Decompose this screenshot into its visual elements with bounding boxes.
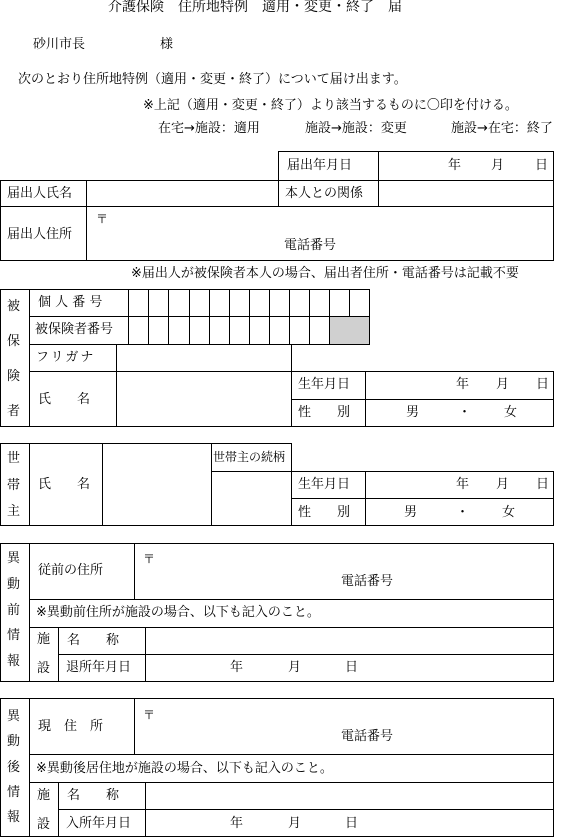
household-birth-year: 年 — [456, 477, 470, 492]
furigana-label: フリガナ — [36, 350, 96, 365]
note-change: 施設→施設：変更 — [305, 121, 407, 136]
relationship-label: 本人との関係 — [285, 186, 364, 201]
household-vertical-label: 世 帯 主 — [7, 451, 21, 519]
applicant-note: ※届出人が被保険者本人の場合、届出者住所・電話番号は記載不要 — [131, 266, 519, 281]
filing-date-label: 届出年月日 — [287, 158, 353, 173]
current-address-label: 現 住 所 — [38, 719, 104, 734]
insured-sex-male: 男 — [406, 405, 420, 420]
enter-day: 日 — [345, 816, 359, 831]
filing-month-label: 月 — [491, 158, 505, 173]
household-sex-male: 男 — [404, 505, 418, 520]
household-sex-label: 性 別 — [298, 505, 351, 520]
leave-year: 年 — [230, 660, 244, 675]
leave-date-label: 退所年月日 — [66, 660, 132, 675]
insured-number-label: 被保険者番号 — [35, 322, 114, 337]
insured-sex-dot: ・ — [458, 405, 472, 420]
household-name-label: 氏 名 — [38, 477, 91, 492]
insured-vertical-label: 被 保 険 者 — [7, 299, 21, 419]
prev-address-label: 従前の住所 — [38, 563, 104, 578]
enter-year: 年 — [230, 816, 244, 831]
insured-sex-label: 性 別 — [298, 405, 351, 420]
prev-phone-label: 電話番号 — [341, 574, 394, 589]
intro-text: 次のとおり住所地特例（適用・変更・終了）について届け出ます。 — [18, 72, 407, 87]
leave-day: 日 — [345, 660, 359, 675]
household-sex-dot: ・ — [456, 505, 470, 520]
form-title: 介護保険 住所地特例 適用・変更・終了 届 — [108, 0, 402, 15]
household-relation-label: 世帯主の続柄 — [213, 450, 286, 464]
after-facility-vertical: 施 設 — [37, 788, 51, 832]
personal-number-label: 個 人 番 号 — [38, 295, 103, 310]
before-facility-name-label: 名 称 — [67, 633, 120, 648]
before-vertical-label: 異 動 前 情 報 — [7, 551, 21, 669]
leave-month: 月 — [288, 660, 302, 675]
insured-birth-day: 日 — [536, 377, 550, 392]
current-postal-mark: 〒 — [143, 708, 156, 722]
after-facility-name-label: 名 称 — [67, 788, 120, 803]
insured-birth-month: 月 — [496, 377, 510, 392]
insured-birthdate-label: 生年月日 — [298, 377, 351, 392]
insured-sex-female: 女 — [504, 405, 518, 420]
enter-month: 月 — [288, 816, 302, 831]
household-birth-month: 月 — [496, 477, 510, 492]
note-circle: ※上記（適用・変更・終了）より該当するものに〇印を付ける。 — [143, 98, 518, 113]
household-birthdate-label: 生年月日 — [298, 477, 351, 492]
applicant-name-label: 届出人氏名 — [7, 186, 73, 201]
addressee-honorific: 様 — [160, 37, 174, 52]
before-facility-note: ※異動前住所が施設の場合、以下も記入のこと。 — [36, 605, 320, 620]
current-phone-label: 電話番号 — [341, 729, 394, 744]
addressee-name: 砂川市長 — [33, 37, 86, 52]
after-facility-note: ※異動後居住地が施設の場合、以下も記入のこと。 — [36, 761, 333, 776]
insured-name-label: 氏 名 — [38, 392, 91, 407]
household-sex-female: 女 — [502, 505, 516, 520]
filing-day-label: 日 — [535, 158, 549, 173]
household-birth-day: 日 — [536, 477, 550, 492]
note-end: 施設→在宅：終了 — [451, 121, 553, 136]
after-vertical-label: 異 動 後 情 報 — [7, 709, 21, 825]
note-apply: 在宅→施設：適用 — [158, 121, 260, 136]
prev-postal-mark: 〒 — [143, 552, 156, 566]
before-facility-vertical: 施 設 — [37, 632, 51, 676]
applicant-address-label: 届出人住所 — [7, 227, 73, 242]
enter-date-label: 入所年月日 — [66, 816, 132, 831]
applicant-phone-label: 電話番号 — [284, 238, 337, 253]
applicant-postal-mark: 〒 — [96, 212, 109, 226]
filing-year-label: 年 — [448, 158, 462, 173]
insured-birth-year: 年 — [456, 377, 470, 392]
unused-digit-cells — [330, 317, 369, 344]
